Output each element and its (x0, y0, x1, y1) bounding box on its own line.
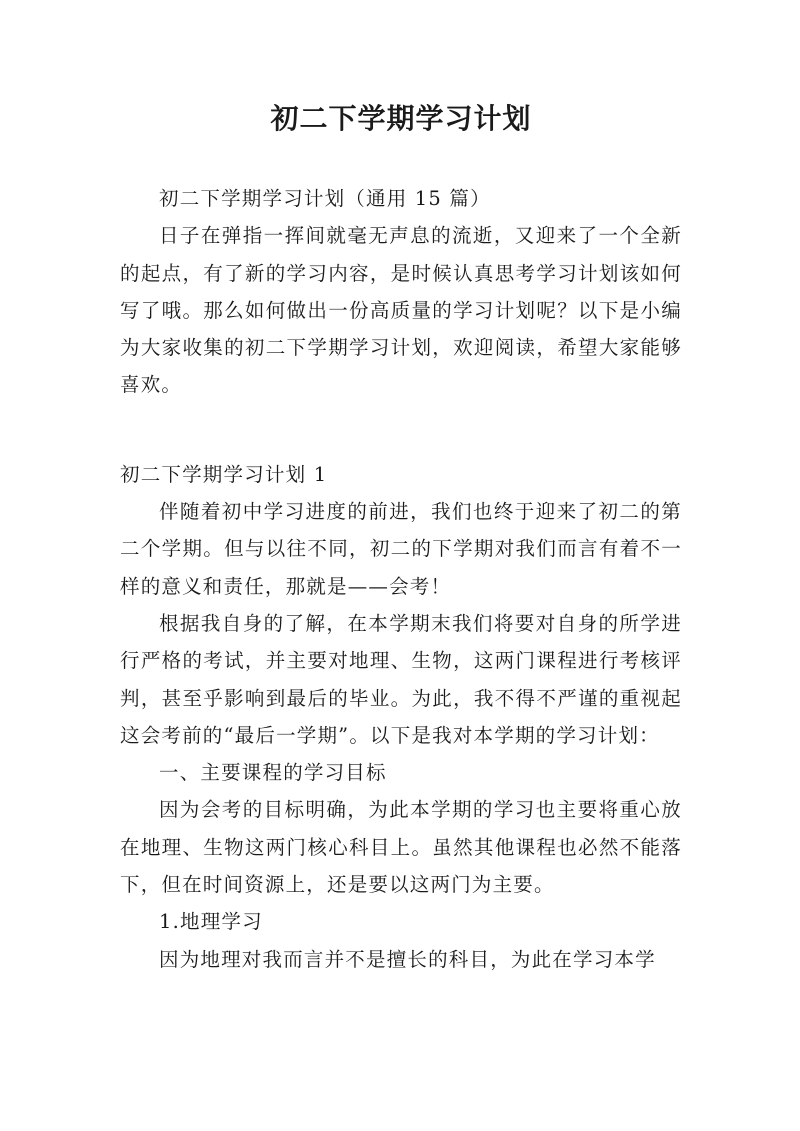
section-gap (120, 404, 682, 456)
document-title: 初二下学期学习计划 (270, 102, 532, 135)
section-heading: 初二下学期学习计划 1 (120, 462, 328, 486)
body-paragraph: 因为地理对我而言并不是擅长的科目，为此在学习本学 (159, 947, 656, 971)
subheading-main-courses: 一、主要课程的学习目标 (159, 761, 387, 785)
body-paragraph: 伴随着初中学习进度的前进，我们也终于迎来了初二的第二个学期。但与以往不同，初二的下学期对我们而言有着不一样的意义和责任，那就是——会考！ (120, 500, 682, 598)
body-paragraph: 因为会考的目标明确，为此本学期的学习也主要将重心放在地理、生物这两门核心科目上。虽然其他课程也必然不能落下，但在时间资源上，还是要以这两门为主要。 (120, 798, 682, 897)
document-body (120, 180, 682, 978)
document-subtitle: 初二下学期学习计划（通用 15 篇） (159, 187, 491, 210)
subheading-geography: 1.地理学习 (159, 910, 263, 934)
intro-paragraph: 日子在弹指一挥间就毫无声息的流逝，又迎来了一个全新的起点，有了新的学习内容，是时候认真思考学习计划该如何写了哦。那么如何做出一份高质量的学习计划呢？以下是小编为大家收集的初二下学期学习计划，欢迎阅读，希望大家能够喜欢。 (120, 224, 682, 397)
body-paragraph: 根据我自身的了解，在本学期末我们将要对自身的所学进行严格的考试，并主要对地理、生物，这两门课程进行考核评判，甚至乎影响到最后的毕业。为此，我不得不严谨的重视起这会考前的“最后一学期”。以下是我对本学期的学习计划： (120, 611, 682, 747)
